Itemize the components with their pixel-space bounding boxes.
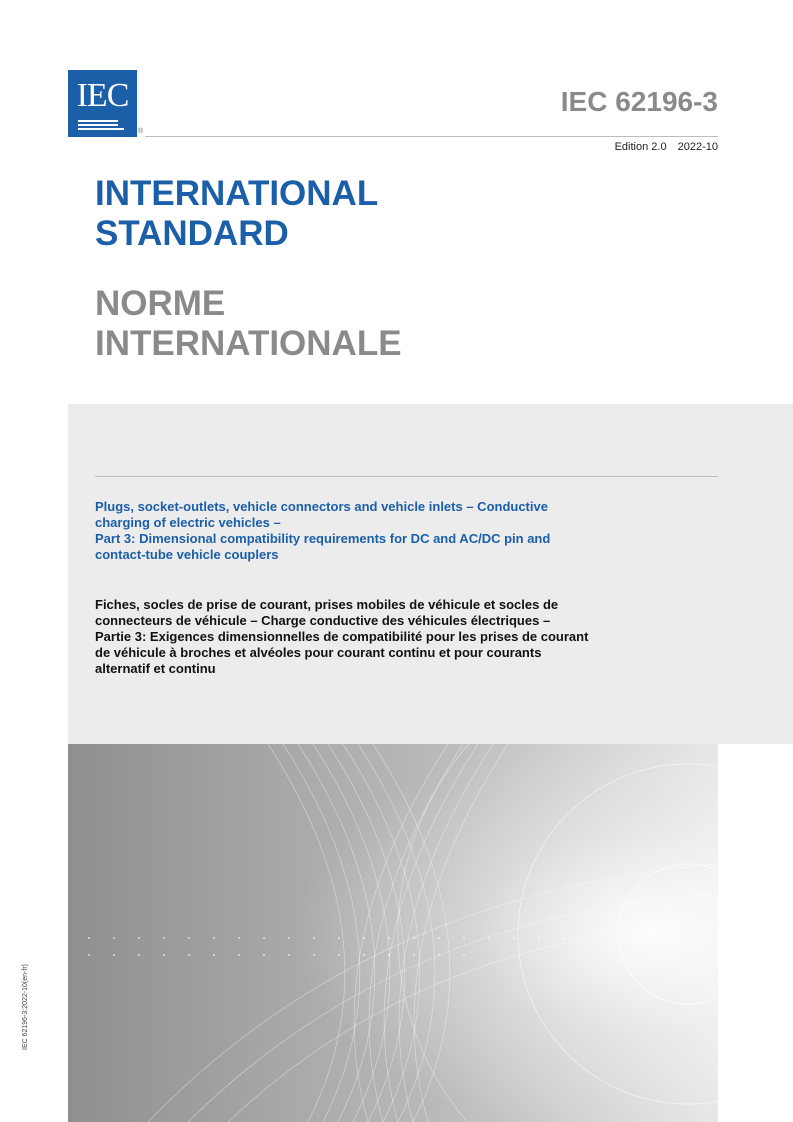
subject-french-line: Fiches, socles de prise de courant, prises mobiles de véhicule et socles de	[95, 597, 559, 612]
subject-french-line: connecteurs de véhicule – Charge conductive des véhicules électriques –	[95, 613, 551, 628]
title-english-line1: INTERNATIONAL	[95, 174, 379, 213]
registered-mark: ®	[138, 128, 144, 135]
side-reference: IEC 62196-3:2022-10(en-fr)	[22, 964, 29, 1050]
subject-panel	[68, 404, 793, 744]
panel-divider	[95, 476, 718, 477]
edition-info	[615, 141, 718, 153]
edition-date: 2022-10	[677, 141, 718, 153]
cover-artwork-svg	[68, 744, 718, 1122]
document-number: IEC 62196-3	[560, 86, 718, 117]
title-french-line2: INTERNATIONALE	[95, 324, 402, 363]
subject-french-line: alternatif et continu	[95, 661, 216, 676]
title-french-line1: NORME	[95, 284, 226, 323]
cover-artwork	[68, 744, 718, 1122]
subject-english-line: Plugs, socket-outlets, vehicle connectors and vehicle inlets – Conductive	[95, 499, 548, 514]
subject-english	[95, 499, 715, 563]
subject-french-line: Partie 3: Exigences dimensionnelles de compatibilité pour les prises de courant	[95, 629, 589, 644]
iec-logo	[68, 70, 137, 137]
subject-english-line: Part 3: Dimensional compatibility requirements for DC and AC/DC pin and	[95, 531, 551, 546]
subject-english-line: charging of electric vehicles –	[95, 515, 281, 530]
title-french	[95, 284, 402, 364]
title-english	[95, 174, 378, 254]
subject-french-line: de véhicule à broches et alvéoles pour courant continu et pour courants	[95, 645, 542, 660]
edition-label: Edition 2.0	[614, 141, 667, 153]
subject-french	[95, 597, 715, 677]
iec-logo-text: IEC	[76, 77, 129, 114]
title-english-line2: STANDARD	[95, 214, 289, 253]
subject-english-line: contact-tube vehicle couplers	[95, 547, 279, 562]
iec-logo-lines	[78, 120, 124, 132]
header-divider	[145, 136, 718, 137]
